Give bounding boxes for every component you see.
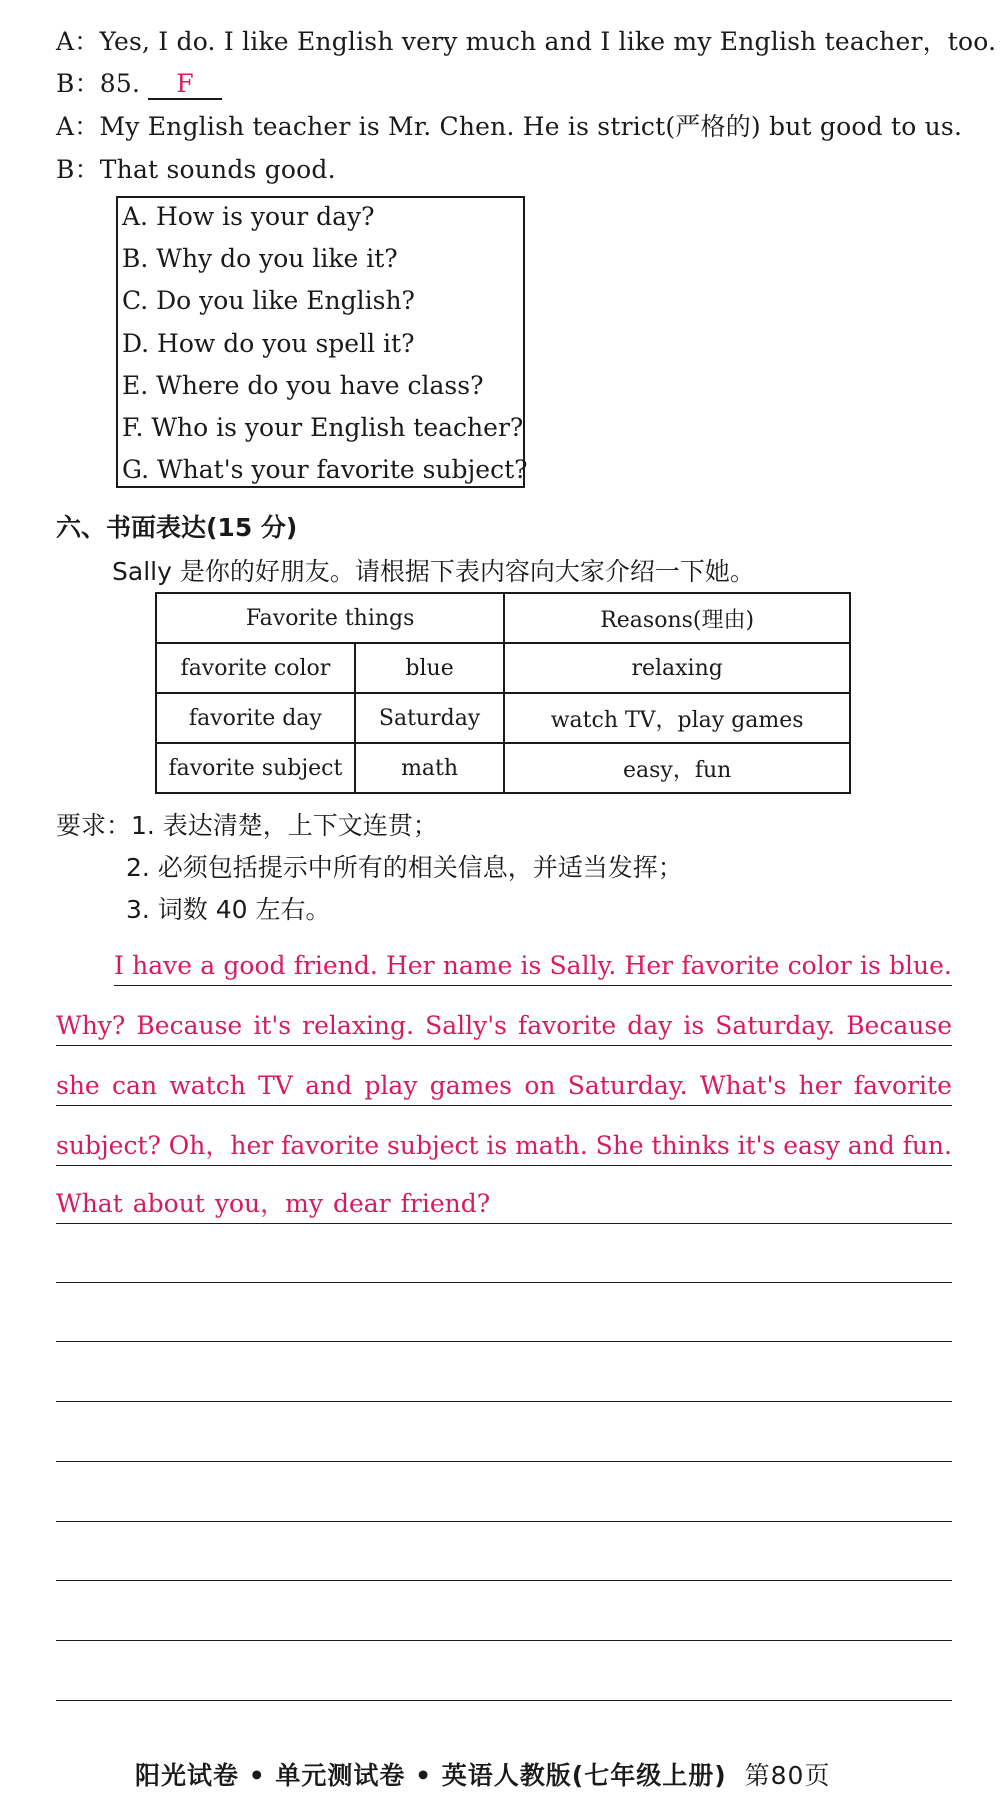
essay-word: TV bbox=[258, 1071, 293, 1100]
dialogue-line-a2: A：My English teacher is Mr. Chen. He is strict(严格的) but good to us. bbox=[56, 112, 963, 141]
essay-word: day bbox=[627, 1011, 673, 1040]
essay-word: have bbox=[132, 951, 193, 980]
essay-word: you，my bbox=[214, 1189, 323, 1218]
option-a: A. How is your day? bbox=[122, 202, 375, 231]
essay-word: Saturday. bbox=[567, 1071, 688, 1100]
table-cell: favorite color bbox=[156, 643, 355, 693]
essay-word: it's bbox=[253, 1011, 292, 1040]
essay-word: is bbox=[859, 951, 881, 980]
essay-word: it's bbox=[737, 1131, 776, 1160]
essay-word: favorite bbox=[853, 1071, 952, 1100]
writing-rule bbox=[56, 1341, 952, 1342]
option-e: E. Where do you have class? bbox=[122, 371, 484, 400]
table-cell: easy，fun bbox=[504, 743, 850, 793]
header-reasons: Reasons(理由) bbox=[504, 593, 850, 643]
essay-word: games bbox=[429, 1071, 513, 1100]
essay-word: color bbox=[787, 951, 852, 980]
essay-word: and bbox=[305, 1071, 353, 1100]
essay-word: fun. bbox=[902, 1131, 952, 1160]
essay-word: Sally. bbox=[549, 951, 617, 980]
section-prompt: Sally 是你的好朋友。请根据下表内容向大家介绍一下她。 bbox=[112, 557, 755, 586]
table-cell: relaxing bbox=[504, 643, 850, 693]
writing-rule bbox=[56, 1401, 952, 1402]
table-cell: watch TV，play games bbox=[504, 693, 850, 743]
requirement-2: 2. 必须包括提示中所有的相关信息，并适当发挥； bbox=[126, 853, 683, 882]
essay-line bbox=[56, 1006, 952, 1046]
writing-rule bbox=[56, 1580, 952, 1581]
essay-word: thinks bbox=[651, 1131, 730, 1160]
essay-word: Her bbox=[624, 951, 674, 980]
essay-word: She bbox=[595, 1131, 644, 1160]
table-row bbox=[156, 643, 850, 693]
essay-word: watch bbox=[169, 1071, 246, 1100]
essay-line bbox=[56, 1066, 952, 1106]
essay-word: blue. bbox=[889, 951, 952, 980]
essay-word: easy bbox=[783, 1131, 840, 1160]
essay-word: a bbox=[200, 951, 216, 980]
option-g: G. What's your favorite subject? bbox=[122, 455, 528, 484]
options-box bbox=[116, 196, 528, 488]
dialogue-line-a1: A：Yes, I do. I like English very much and I like my English teacher，too. bbox=[56, 27, 997, 56]
table-header-row bbox=[156, 593, 850, 643]
essay-word: she bbox=[56, 1071, 100, 1100]
essay-word: math. bbox=[515, 1131, 588, 1160]
writing-rule bbox=[56, 1521, 952, 1522]
essay-word: Why? bbox=[56, 1011, 126, 1040]
essay-word: Saturday. bbox=[715, 1011, 836, 1040]
section-heading: 六、书面表达(15 分) bbox=[56, 513, 298, 542]
writing-rule bbox=[56, 1640, 952, 1641]
dialogue-line-b-85 bbox=[56, 64, 222, 100]
essay-word: friend. bbox=[293, 951, 378, 980]
table-cell: favorite subject bbox=[156, 743, 355, 793]
option-d: D. How do you spell it? bbox=[122, 329, 415, 358]
requirement-1: 要求：1. 表达清楚，上下文连贯； bbox=[56, 811, 438, 840]
essay-word: dear bbox=[332, 1189, 391, 1218]
essay-word: I bbox=[114, 951, 124, 980]
essay-word: relaxing. bbox=[302, 1011, 414, 1040]
table-cell: blue bbox=[355, 643, 505, 693]
essay-word: subject bbox=[387, 1131, 479, 1160]
option-b: B. Why do you like it? bbox=[122, 244, 398, 273]
page-footer bbox=[135, 1756, 830, 1792]
essay-word: Oh，her bbox=[168, 1131, 274, 1160]
header-favorite-things: Favorite things bbox=[156, 593, 504, 643]
essay-word: What's bbox=[699, 1071, 787, 1100]
table-cell: math bbox=[355, 743, 505, 793]
essay-word: favorite bbox=[681, 951, 780, 980]
essay-word: favorite bbox=[518, 1011, 617, 1040]
table-row bbox=[156, 743, 850, 793]
essay-word: subject? bbox=[56, 1131, 161, 1160]
essay-word: Because bbox=[846, 1011, 952, 1040]
essay-word: favorite bbox=[281, 1131, 380, 1160]
essay-word: is bbox=[486, 1131, 508, 1160]
writing-rule bbox=[56, 1282, 952, 1283]
page-number: 第80页 bbox=[744, 1761, 831, 1790]
essay-word: her bbox=[798, 1071, 842, 1100]
writing-rule bbox=[56, 1700, 952, 1701]
writing-rule bbox=[56, 1461, 952, 1462]
essay-word: can bbox=[112, 1071, 158, 1100]
essay-word: and bbox=[847, 1131, 895, 1160]
essay-word: What bbox=[56, 1189, 123, 1218]
essay-word: play bbox=[364, 1071, 418, 1100]
essay-word: Because bbox=[136, 1011, 243, 1040]
essay-word: is bbox=[520, 951, 542, 980]
table-cell: Saturday bbox=[355, 693, 505, 743]
essay-word: is bbox=[683, 1011, 705, 1040]
essay-word: name bbox=[442, 951, 513, 980]
option-f: F. Who is your English teacher? bbox=[122, 413, 524, 442]
question-label: B：85. bbox=[56, 69, 141, 98]
option-c: C. Do you like English? bbox=[122, 286, 415, 315]
essay-line bbox=[56, 1126, 952, 1166]
essay-word: Her bbox=[385, 951, 435, 980]
info-table bbox=[155, 592, 851, 794]
table-cell: favorite day bbox=[156, 693, 355, 743]
answer-blank-85[interactable]: F bbox=[148, 70, 222, 100]
footer-title: 阳光试卷 • 单元测试卷 • 英语人教版(七年级上册) bbox=[135, 1761, 727, 1790]
table-row bbox=[156, 693, 850, 743]
essay-line bbox=[56, 1184, 952, 1224]
dialogue-line-b2: B：That sounds good. bbox=[56, 155, 336, 184]
essay-word: on bbox=[524, 1071, 556, 1100]
essay-word: about bbox=[132, 1189, 205, 1218]
essay-word: good bbox=[223, 951, 286, 980]
requirement-3: 3. 词数 40 左右。 bbox=[126, 895, 331, 924]
essay-word: Sally's bbox=[425, 1011, 507, 1040]
essay-line bbox=[114, 946, 952, 986]
essay-word: friend? bbox=[400, 1189, 491, 1218]
